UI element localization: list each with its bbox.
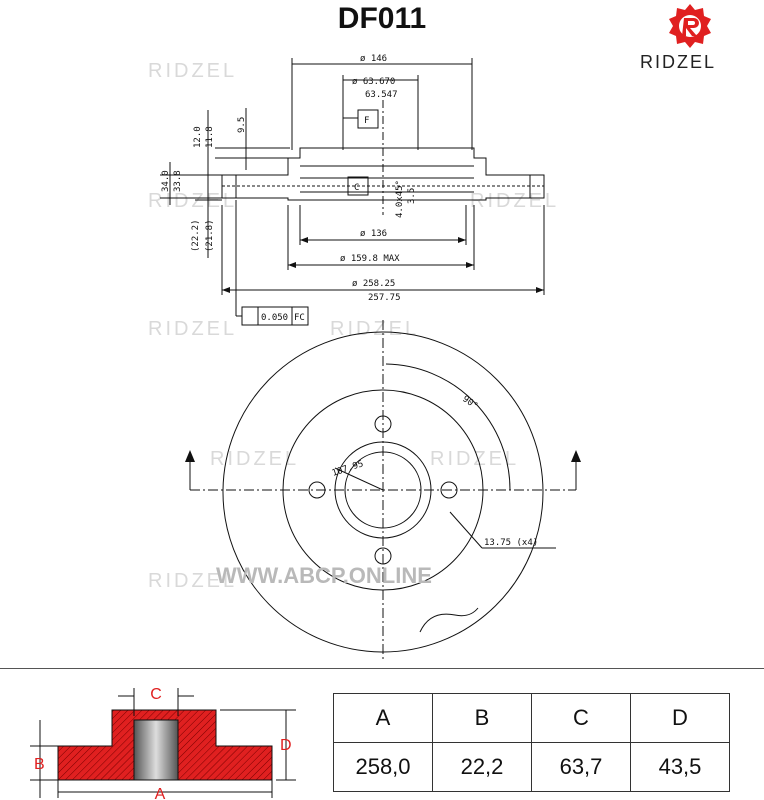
schematic-label-c: C [150, 686, 162, 703]
watermark-text: RIDZEL [148, 570, 238, 592]
url-watermark: WWW.ABCP.ONLINE [216, 563, 432, 588]
datum-label: C [354, 183, 360, 193]
dim-label: ø 63.670 [352, 77, 396, 87]
table-header-row [334, 694, 730, 743]
dim-label: ø 258.25 [352, 279, 396, 289]
disc-schematic [0, 668, 320, 800]
watermark-text: RIDZEL [470, 190, 560, 212]
runout-value: 0.050 [261, 313, 289, 323]
watermark-text: RIDZEL [210, 448, 300, 470]
table-cell: 258,0 [334, 743, 433, 792]
schematic-label-d: D [280, 737, 292, 754]
watermark-text: RIDZEL [148, 318, 238, 340]
watermark-text: RIDZEL [330, 318, 420, 340]
datum-label: F [364, 116, 370, 126]
schematic-label-a: A [154, 786, 166, 800]
watermark-text: RIDZEL [148, 190, 238, 212]
brand-name: RIDZEL [640, 52, 717, 72]
dim-label: 9.5 [237, 116, 247, 133]
dim-label: 3.5 [407, 187, 417, 204]
table-header-cell: B [433, 694, 532, 743]
dim-label: 4.0x45° [395, 180, 405, 218]
table-cell: 22,2 [433, 743, 532, 792]
table-row [334, 743, 730, 792]
dim-label: ø 146 [360, 54, 388, 64]
pcd-label: 107.95 [330, 459, 365, 479]
dim-label: 33.8 [173, 170, 183, 192]
dim-label: 63.547 [365, 90, 398, 100]
table-header-cell: D [631, 694, 730, 743]
table-header-cell: C [532, 694, 631, 743]
dim-label: 34.0 [161, 170, 171, 192]
hole-label: 13.75 (x4) [484, 538, 539, 548]
dim-label: (21.8) [205, 219, 215, 252]
dim-label: 12.0 [193, 126, 203, 148]
dim-label: ø 136 [360, 229, 388, 239]
table-header-cell: A [334, 694, 433, 743]
watermark-text: RIDZEL [148, 60, 238, 82]
table-cell: 43,5 [631, 743, 730, 792]
watermark-text: RIDZEL [430, 448, 520, 470]
dim-label: 11.8 [205, 126, 215, 148]
dim-label: ø 159.8 MAX [340, 254, 400, 264]
table-cell: 63,7 [532, 743, 631, 792]
dim-label: (22.2) [191, 219, 201, 252]
schematic-label-b: B [34, 756, 45, 773]
angle-label: 90° [460, 394, 480, 412]
product-code-title: DF011 [337, 2, 427, 35]
runout-ref: FC [294, 313, 305, 323]
dim-label: 257.75 [368, 293, 401, 303]
dimension-table [333, 693, 730, 792]
